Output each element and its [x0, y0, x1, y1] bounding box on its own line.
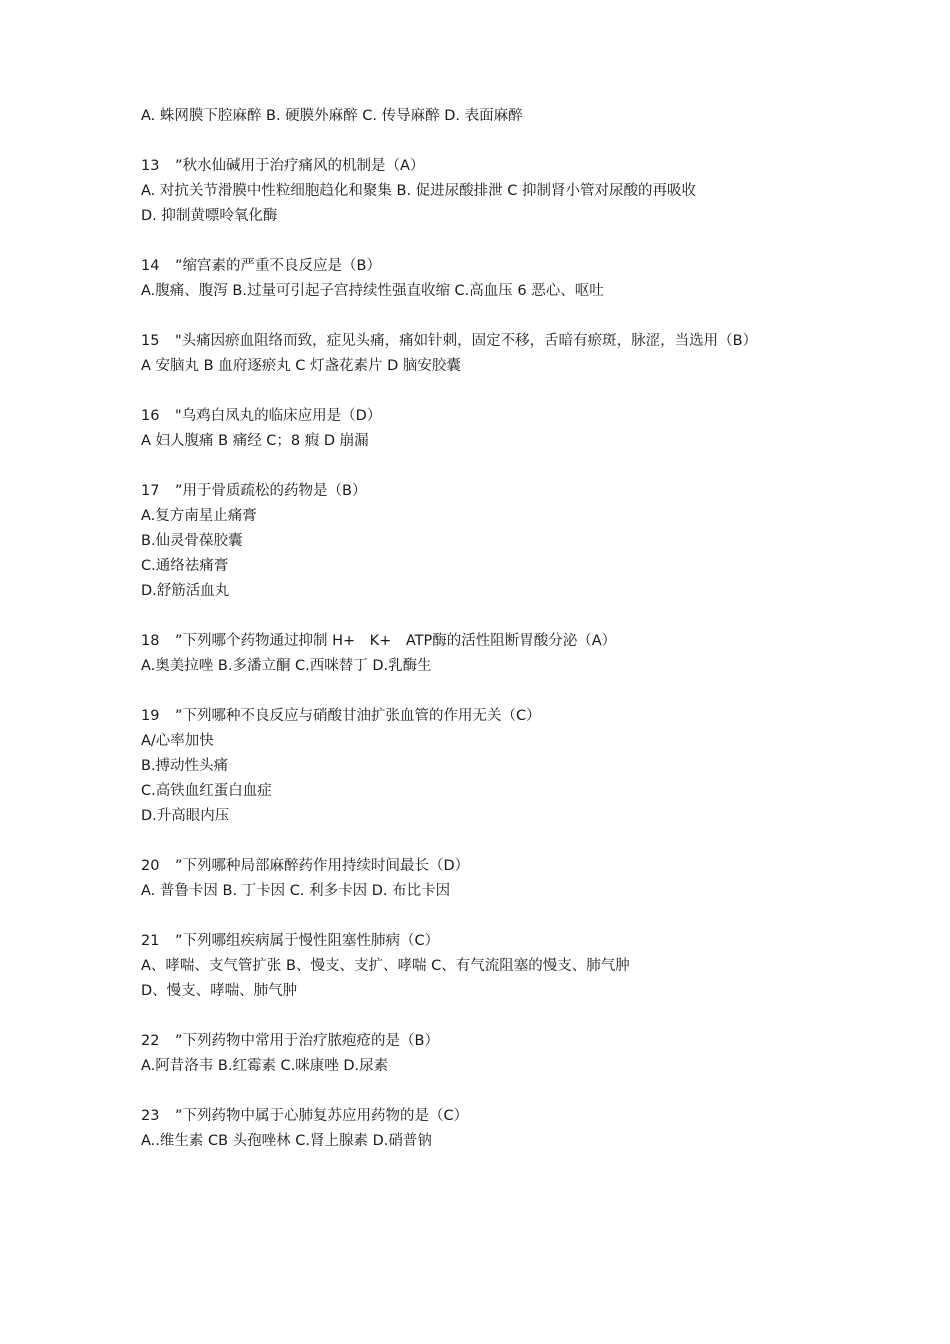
document-body	[141, 104, 821, 1154]
question-number: 21	[141, 933, 160, 949]
question-stem: "头痛因瘀血阻络而致，症见头痛，痛如针刺，固定不移，舌暗有瘀斑，脉涩，当选用（B）	[175, 333, 758, 349]
question-number: 15	[141, 333, 160, 349]
question-18	[141, 629, 821, 679]
question-stem: ”下列药物中常用于治疗脓疱疮的是（B）	[175, 1033, 439, 1049]
question-number: 23	[141, 1108, 160, 1124]
intro-options: A. 蛛网膜下腔麻醉 B. 硬膜外麻醉 C. 传导麻醉 D. 表面麻醉	[141, 108, 523, 124]
question-16	[141, 404, 821, 454]
question-stem: ”下列哪种不良反应与硝酸甘油扩张血管的作用无关（C）	[175, 708, 541, 724]
question-list	[141, 154, 821, 1154]
question-stem: ”缩宫素的严重不良反应是（B）	[175, 258, 381, 274]
question-stem: ”下列药物中属于心肺复苏应用药物的是（C）	[175, 1108, 469, 1124]
answer-options-line: A.阿昔洛韦 B.红霉素 C.咪康唑 D.尿素	[141, 1058, 389, 1074]
question-stem-line	[141, 479, 821, 504]
question-stem-line	[141, 629, 821, 654]
answer-options-line: A/心率加快	[141, 733, 214, 749]
question-number: 18	[141, 633, 160, 649]
answer-options-line: C.高铁血红蛋白血症	[141, 783, 272, 799]
question-number: 17	[141, 483, 160, 499]
question-stem-line	[141, 254, 821, 279]
question-19	[141, 704, 821, 829]
answer-options-line: A 妇人腹痛 B 痛经 C；8 瘕 D 崩漏	[141, 433, 369, 449]
question-stem-line	[141, 929, 821, 954]
answer-options-line: D.舒筋活血丸	[141, 583, 230, 599]
question-stem: ”下列哪种局部麻醉药作用持续时间最长（D）	[175, 858, 470, 874]
answer-options-line: A. 普鲁卡因 B. 丁卡因 C. 利多卡因 D. 布比卡因	[141, 883, 451, 899]
answer-options-line: A.奥美拉唑 B.多潘立酮 C.西咪替丁 D.乳酶生	[141, 658, 432, 674]
question-17	[141, 479, 821, 604]
question-20	[141, 854, 821, 904]
question-number: 16	[141, 408, 160, 424]
question-23	[141, 1104, 821, 1154]
question-22	[141, 1029, 821, 1079]
question-stem-line	[141, 329, 821, 354]
answer-options-line: A、哮喘、支气管扩张 B、慢支、支扩、哮喘 C、有气流阻塞的慢支、肺气肿	[141, 958, 630, 974]
question-number: 14	[141, 258, 160, 274]
question-stem: ”秋水仙碱用于治疗痛风的机制是（A）	[175, 158, 425, 174]
answer-options-line: A..维生素 CB 头孢唑林 C.肾上腺素 D.硝普钠	[141, 1133, 432, 1149]
question-stem-line	[141, 854, 821, 879]
answer-options-line: A.复方南星止痛膏	[141, 508, 257, 524]
answer-options-line: C.通络祛痛膏	[141, 558, 229, 574]
answer-options-line: D. 抑制黄嘌呤氧化酶	[141, 208, 278, 224]
question-stem: "乌鸡白凤丸的临床应用是（D）	[175, 408, 382, 424]
question-stem-line	[141, 154, 821, 179]
question-21	[141, 929, 821, 1004]
question-number: 19	[141, 708, 160, 724]
question-13	[141, 154, 821, 229]
question-stem-line	[141, 404, 821, 429]
answer-options-line: B.搏动性头痛	[141, 758, 229, 774]
answer-options-line: D.升高眼内压	[141, 808, 230, 824]
answer-options-line: A. 对抗关节滑膜中性粒细胞趋化和聚集 B. 促进尿酸排泄 C 抑制肾小管对尿酸的再吸收	[141, 183, 696, 199]
question-14	[141, 254, 821, 304]
question-number: 22	[141, 1033, 160, 1049]
answer-options-line: A 安脑丸 B 血府逐瘀丸 C 灯盏花素片 D 脑安胶囊	[141, 358, 461, 374]
answer-options-line: D、慢支、哮喘、肺气肿	[141, 983, 298, 999]
question-stem-line	[141, 704, 821, 729]
answer-options-line: B.仙灵骨葆胶囊	[141, 533, 243, 549]
question-stem-line	[141, 1104, 821, 1129]
question-number: 13	[141, 158, 160, 174]
question-number: 20	[141, 858, 160, 874]
question-15	[141, 329, 821, 379]
question-stem-line	[141, 1029, 821, 1054]
question-stem: ”下列哪组疾病属于慢性阻塞性肺病（C）	[175, 933, 440, 949]
question-stem: ”用于骨质疏松的药物是（B）	[175, 483, 367, 499]
answer-options-line: A.腹痛、腹泻 B.过量可引起子宫持续性强直收缩 C.高血压 6 恶心、呕吐	[141, 283, 604, 299]
question-stem: ”下列哪个药物通过抑制 H+ K+ ATP酶的活性阻断胃酸分泌（A）	[175, 633, 617, 649]
